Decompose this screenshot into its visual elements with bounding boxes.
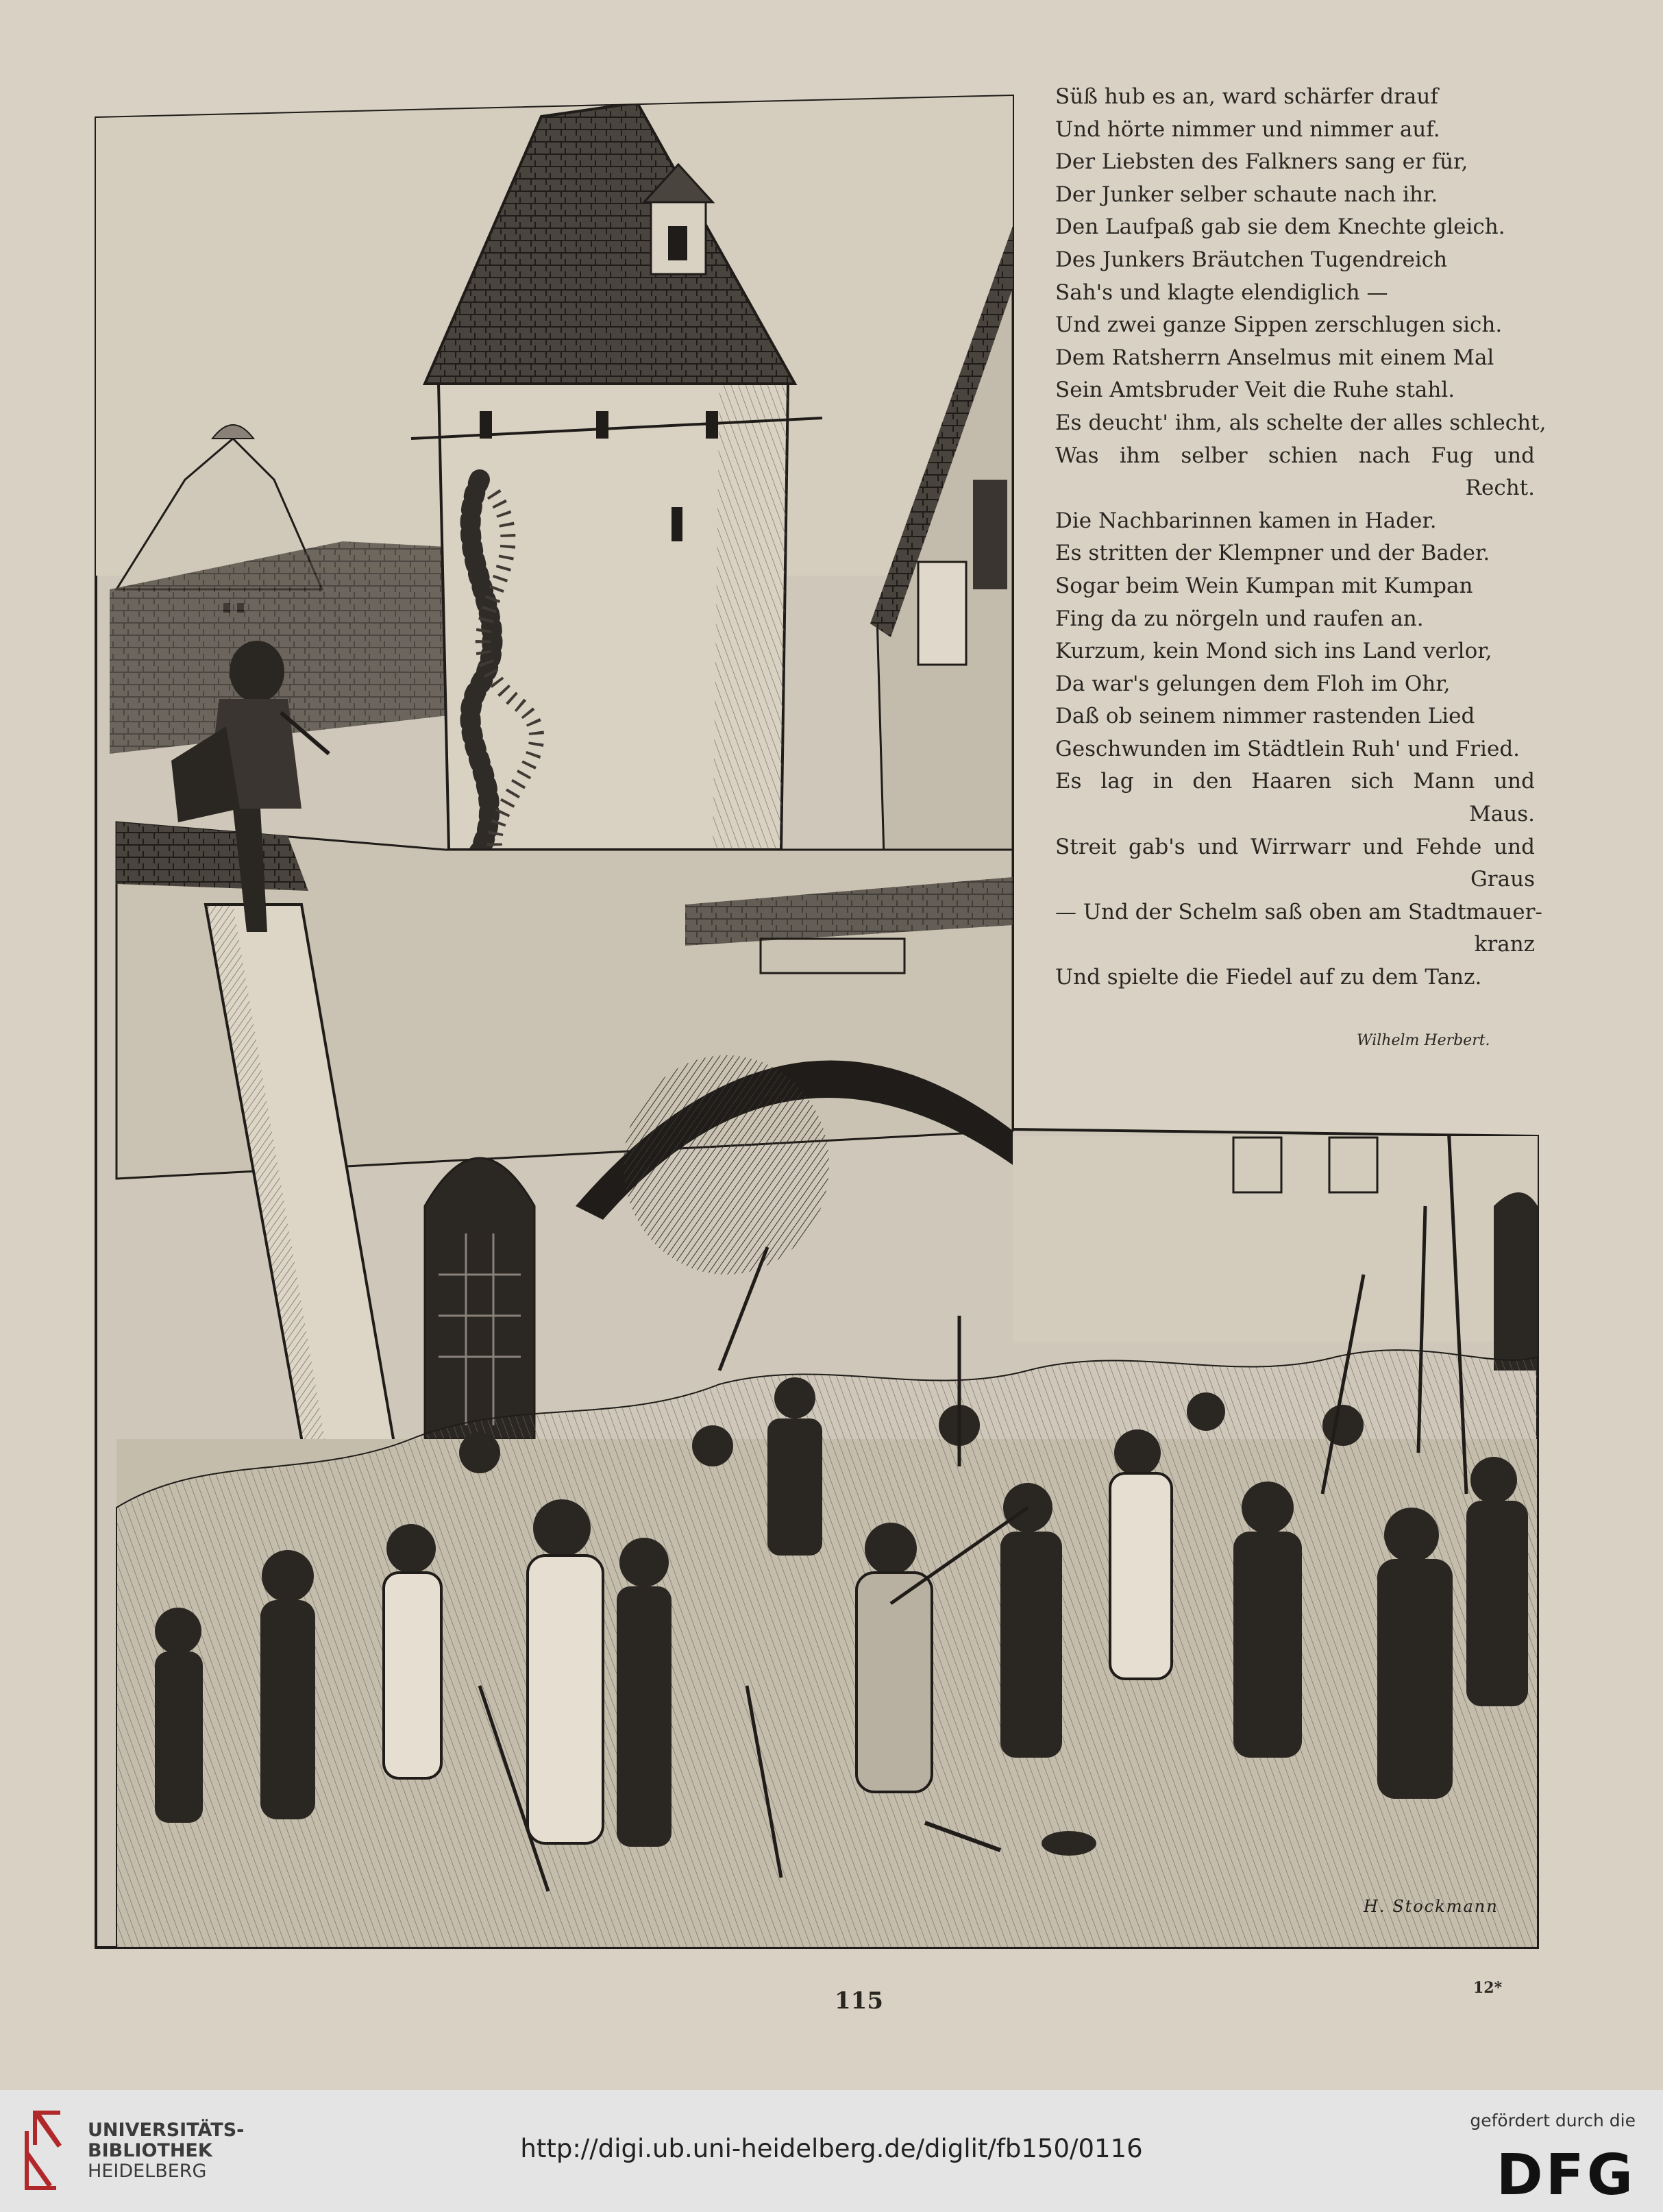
- poem-line: Dem Ratsherrn Anselmus mit einem Mal: [1055, 345, 1494, 370]
- poem-line: Sah's und klagte elendiglich —: [1055, 280, 1388, 305]
- permalink-url[interactable]: http://digi.ub.uni-heidelberg.de/diglit/fb150/0116: [520, 2134, 1143, 2163]
- poem-line: Der Junker selber schaute nach ihr.: [1055, 182, 1438, 207]
- poem-line: Der Liebsten des Falkners sang er für,: [1055, 149, 1468, 175]
- crowd-scene: [116, 1350, 1538, 1947]
- poem-line: Sogar beim Wein Kumpan mit Kumpan: [1055, 573, 1473, 598]
- poem-text: [1055, 81, 1547, 994]
- poem-line: Geschwunden im Städtlein Ruh' und Fried.: [1055, 736, 1520, 761]
- institution-line-1: UNIVERSITÄTS-: [88, 2119, 245, 2141]
- poem-line: Und hörte nimmer und nimmer auf.: [1055, 116, 1440, 142]
- poem-line: Es lag in den Haaren sich Mann und: [1055, 769, 1535, 794]
- poem-line: Des Junkers Bräutchen Tugendreich: [1055, 247, 1448, 272]
- poem-line: Da war's gelungen dem Floh im Ohr,: [1055, 671, 1451, 696]
- poem-line: Die Nachbarinnen kamen in Hader.: [1055, 508, 1437, 533]
- viewer-footer: [0, 2090, 1663, 2212]
- poem-line: Und zwei ganze Sippen zerschlugen sich.: [1055, 312, 1503, 338]
- poem-line: — Und der Schelm saß oben am Stadtmauer-: [1055, 899, 1542, 924]
- page-number: 115: [835, 1987, 883, 2015]
- poem-line: Den Laufpaß gab sie dem Knechte gleich.: [1055, 214, 1505, 240]
- poem-line: Süß hub es an, ward schärfer drauf: [1055, 84, 1438, 109]
- funded-by-text: gefördert durch die: [1470, 2111, 1636, 2130]
- artist-signature: H. Stockmann: [1364, 1897, 1499, 1916]
- dfg-logo[interactable]: DFG: [1496, 2143, 1636, 2208]
- poem-line: Daß ob seinem nimmer rastenden Lied: [1055, 704, 1475, 729]
- poem-line: kranz: [1474, 932, 1535, 957]
- institution-line-2: BIBLIOTHEK: [88, 2140, 212, 2161]
- poem-line: Graus: [1470, 867, 1535, 892]
- signature-mark: 12*: [1473, 1979, 1503, 1997]
- poem-line: Es stritten der Klempner und der Bader.: [1055, 541, 1490, 566]
- poem-line: Kurzum, kein Mond sich ins Land verlor,: [1055, 639, 1492, 664]
- poem-line: Was ihm selber schien nach Fug und: [1055, 443, 1535, 468]
- poem-line: Streit gab's und Wirrwarr und Fehde und: [1055, 834, 1535, 859]
- poem-line: Fing da zu nörgeln und raufen an.: [1055, 606, 1424, 631]
- poem-line: Es deucht' ihm, als schelte der alles schlecht,: [1055, 410, 1547, 435]
- poem-line: Sein Amtsbruder Veit die Ruhe stahl.: [1055, 378, 1455, 403]
- poem-author: Wilhelm Herbert.: [1357, 1032, 1490, 1049]
- institution-line-3: HEIDELBERG: [88, 2161, 207, 2182]
- poem-line: Maus.: [1469, 802, 1535, 827]
- poem-line: Und spielte die Fiedel auf zu dem Tanz.: [1055, 965, 1482, 990]
- poem-line: Recht.: [1465, 476, 1535, 501]
